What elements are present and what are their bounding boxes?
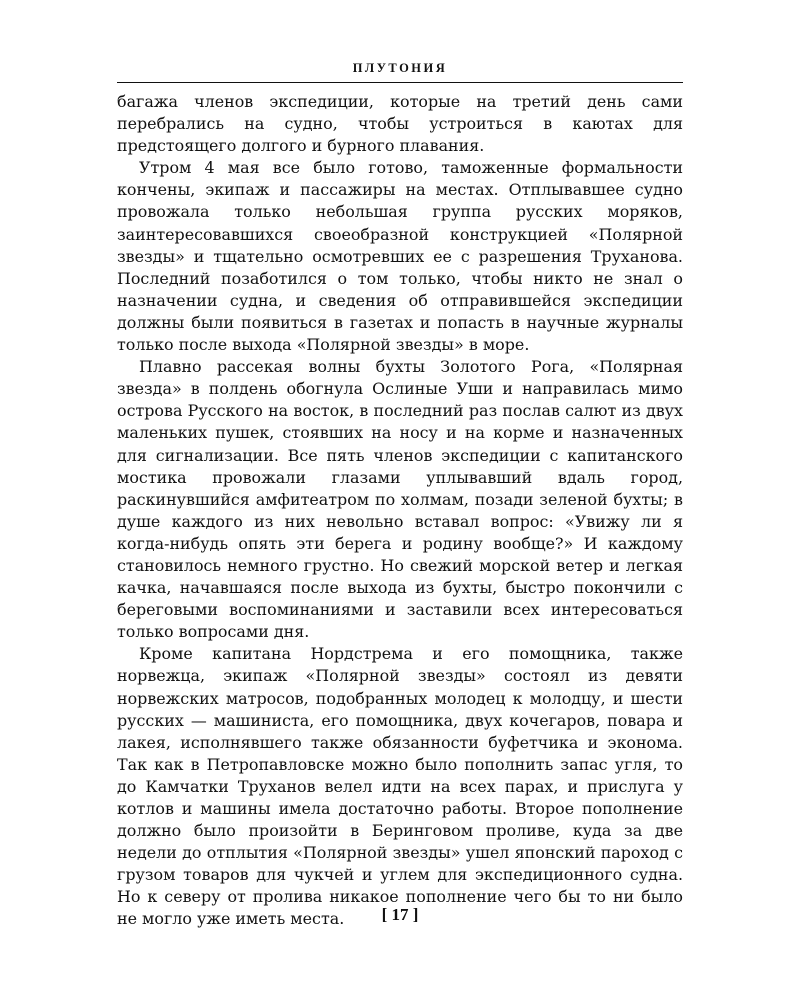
body-text — [117, 91, 683, 931]
header-rule — [117, 82, 683, 83]
paragraph: Плавно рассекая волны бухты Золотого Рога, «Полярная звезда» в полдень обогнула Ослиные Уши и направилась мимо острова Русского на восток, в последний раз послав салют из двух маленьких пушек, стоявших на носу и на корме и назначенных для сигнализации. Все пять членов экспедиции с капитанского мостика провожали глазами уплывавший вдаль город, раскинувшийся амфитеатром по холмам, позади зеленой бухты; в душе каждого из них невольно вставал вопрос: «Увижу ли я когда-нибудь опять эти берега и родину вообще?» И каждому становилось немного грустно. Но свежий морской ветер и легкая качка, начавшаяся после выхода из бухты, быстро покончили с береговыми воспоминаниями и заставили всех интересоваться только вопросами дня. — [117, 357, 683, 642]
page-body — [117, 60, 683, 931]
running-head: ПЛУТОНИЯ — [352, 61, 448, 75]
paragraph: Кроме капитана Нордстрема и его помощника, также норвежца, экипаж «Полярной звезды» состоял из девяти норвежских матросов, подобранных молодец к молодцу, и шести русских — машиниста, его помощника, двух кочегаров, повара и лакея, исполнявшего также обязанности буфетчика и эконома. Так как в Петропавловске можно было пополнить запас угля, то до Камчатки Труханов велел идти на всех парах, и прислуга у котлов и машины имела достаточно работы. Второе пополнение должно было произойти в Беринговом проливе, куда за две недели до отплытия «Полярной звезды» ушел японский пароход с грузом товаров для чукчей и углем для экспедиционного судна. Но к северу от пролива никакое пополнение чего бы то ни было не могло уже иметь места. — [117, 644, 683, 929]
paragraph: багажа членов экспедиции, которые на третий день сами перебрались на судно, чтобы устроиться в каютах для предстоящего долгого и бурного плавания. — [117, 92, 683, 156]
paragraph: Утром 4 мая все было готово, таможенные формальности кончены, экипаж и пассажиры на местах. Отплывавшее судно провожала только небольшая группа русских моряков, заинтересовавшихся своеобразной конструкцией «Полярной звезды» и тщательно осмотревших ее с разрешения Труханова. Последний позаботился о том только, чтобы никто не знал о назначении судна, и сведения об отправившейся экспедиции должны были появиться в газетах и попасть в научные журналы только после выхода «Полярной звезды» в море. — [117, 158, 683, 355]
page-number: [ 17 ] — [381, 905, 419, 924]
